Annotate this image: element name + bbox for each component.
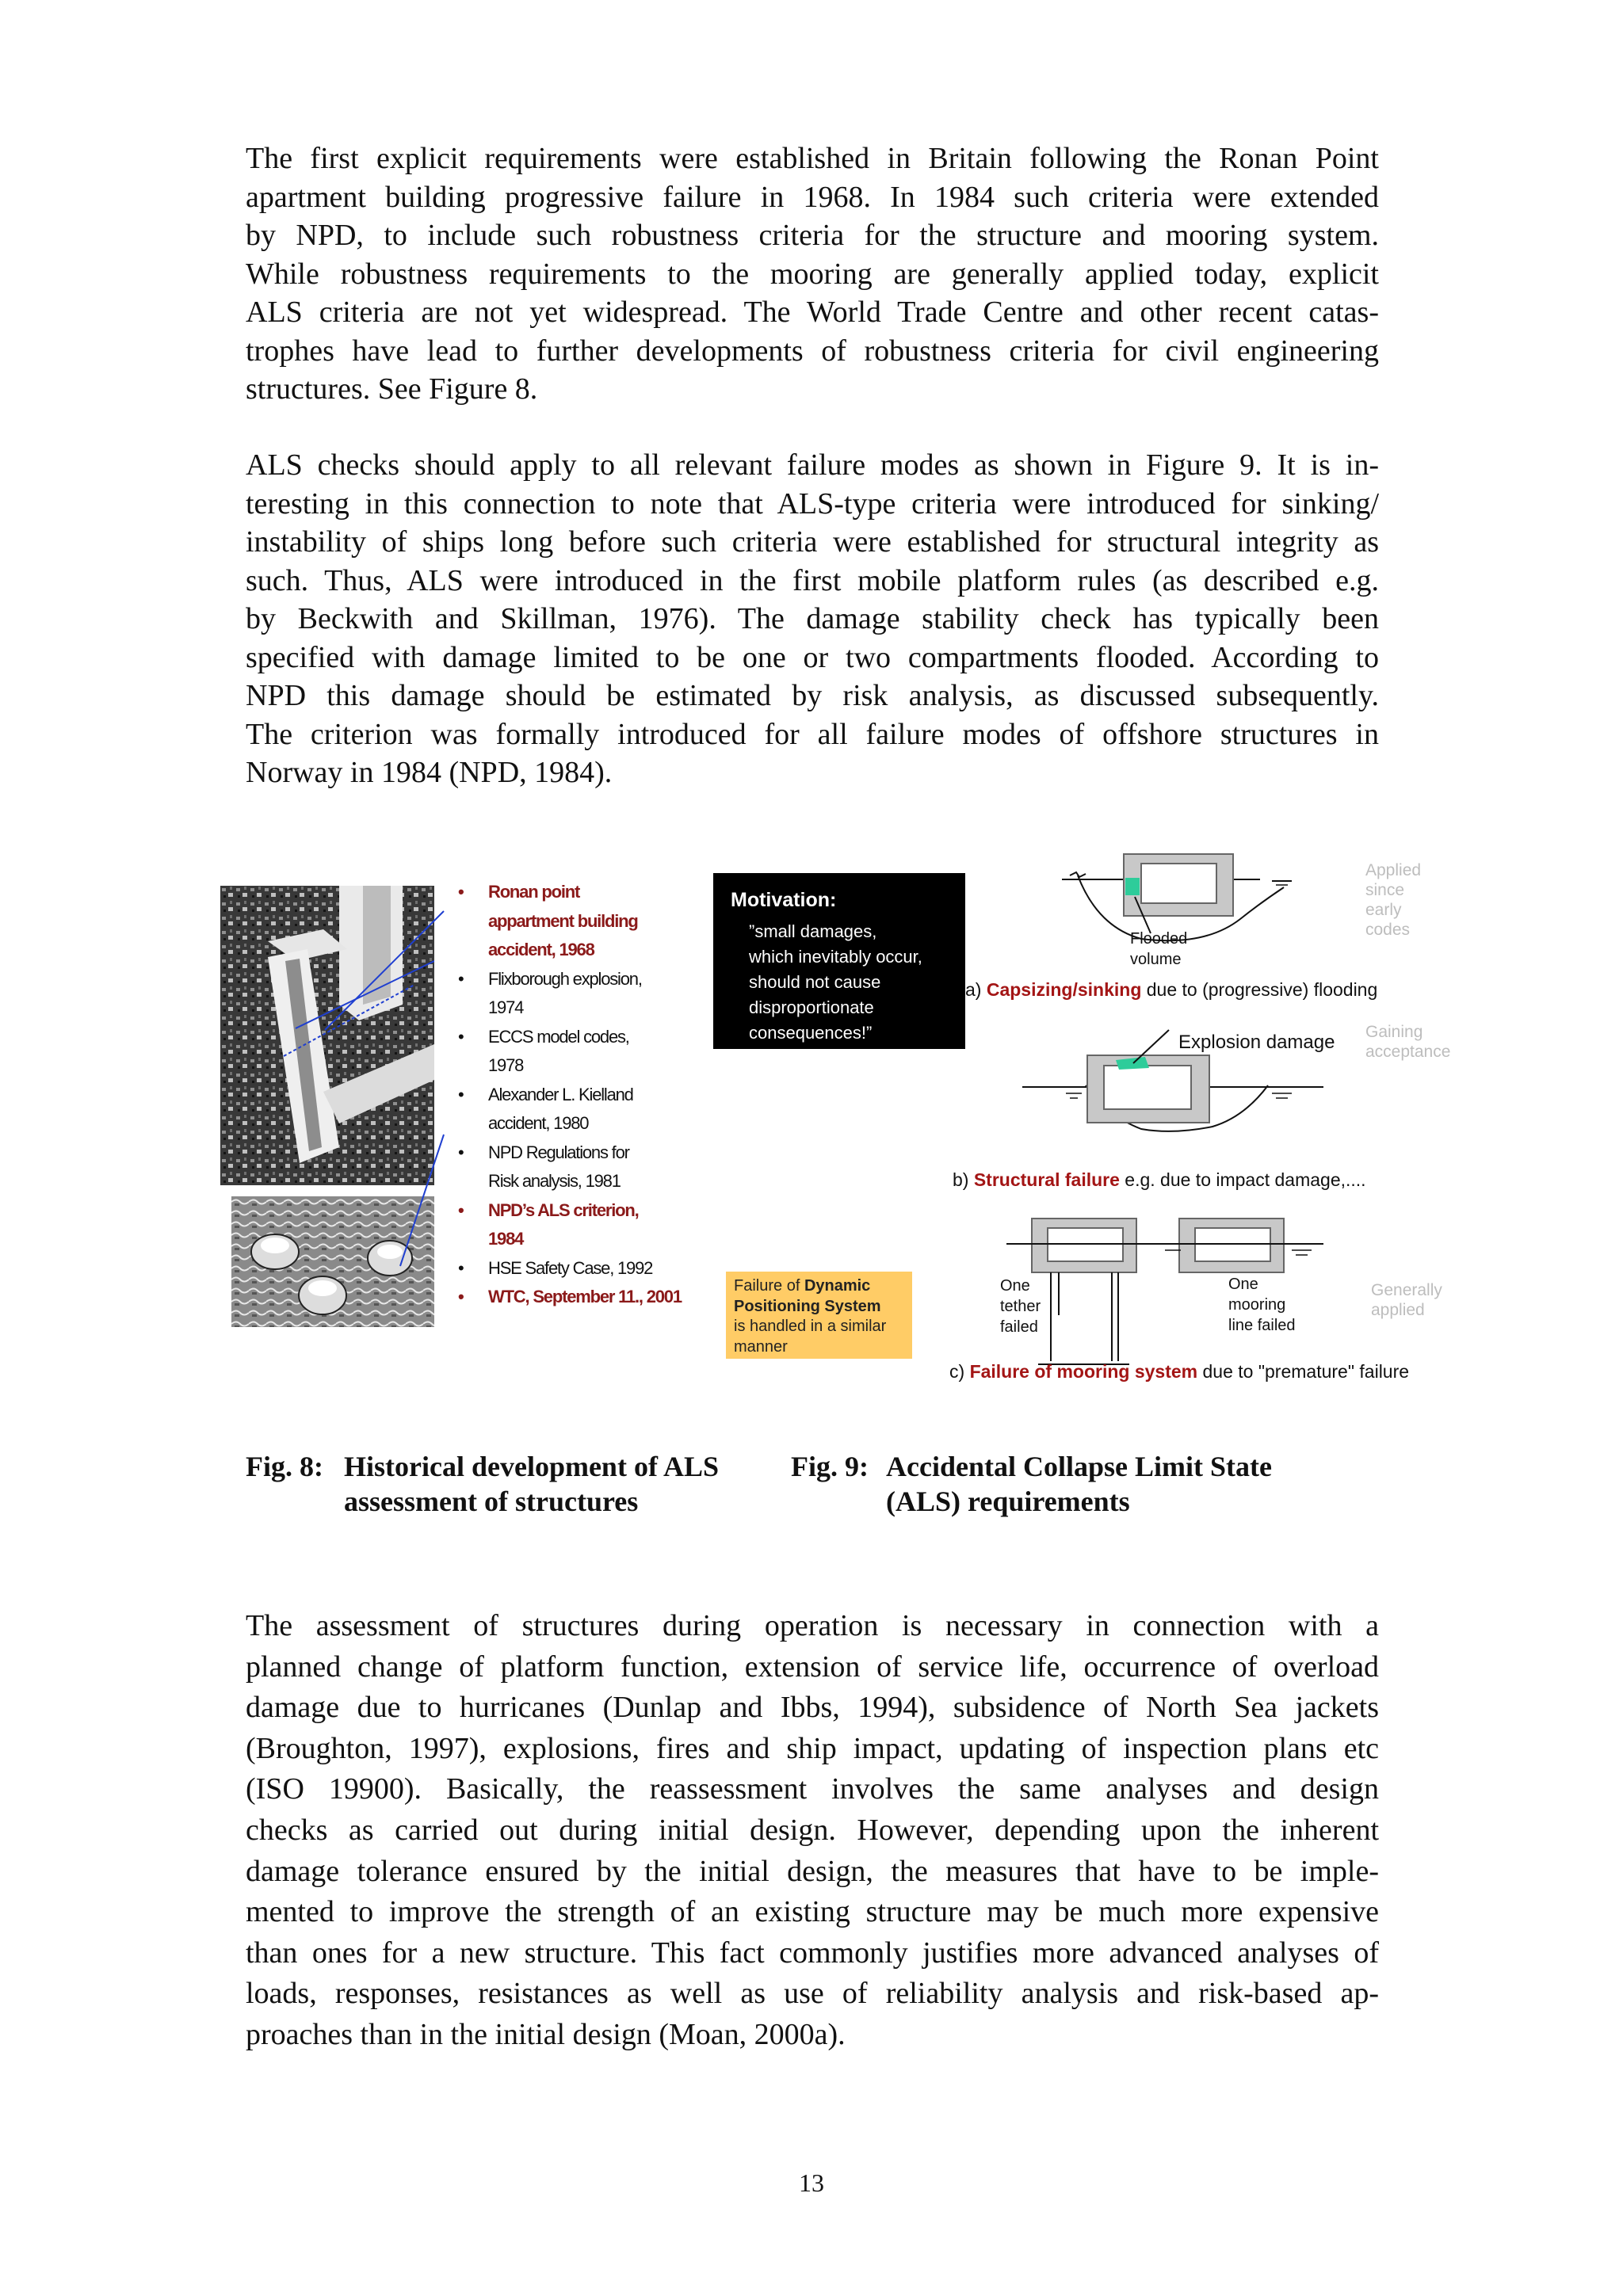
dynamic-positioning-note	[726, 1272, 912, 1359]
diagram-a-flooding	[1062, 854, 1292, 940]
text-line: checks as carried out during initial design. However, depending upon the inherent	[246, 1813, 1379, 1847]
text-line: trophes have lead to further developments of robustness criteria for civil engineering	[246, 334, 1379, 368]
caption-rest: e.g. due to impact damage,....	[1119, 1169, 1366, 1190]
fig9-caption	[791, 1449, 1361, 1520]
paragraph-2	[246, 446, 1379, 792]
timeline-item-line: • Ronan point	[488, 882, 580, 902]
timeline-item-line: 1984	[488, 1229, 524, 1249]
timeline-list	[458, 878, 720, 1312]
dp-note-text: is handled in a similar	[734, 1318, 887, 1335]
label-line: Flooded	[1130, 930, 1188, 948]
status-line: since	[1365, 881, 1405, 899]
caption-bold: Capsizing/sinking	[986, 979, 1142, 1000]
dp-note-prefix: Failure of	[734, 1277, 804, 1295]
text-line: damage due to hurricanes (Dunlap and Ibbs, 1994), subsidence of North Sea jackets	[246, 1691, 1379, 1725]
status-line: early	[1365, 901, 1402, 919]
caption-line: (ALS) requirements	[886, 1486, 1130, 1517]
label-line: line failed	[1228, 1317, 1296, 1334]
caption-rest: due to (progressive) flooding	[1141, 979, 1378, 1000]
text-line: ALS criteria are not yet widespread. The World Trade Centre and other recent catas-	[246, 296, 1379, 329]
mooring-failed-label	[1228, 1274, 1296, 1336]
caption-rest: due to "premature" failure	[1197, 1361, 1410, 1382]
text-line: apartment building progressive failure in 1968. In 1984 such criteria were extended	[246, 180, 1379, 214]
figure-number: Fig. 8:	[246, 1451, 323, 1482]
label-line: One	[1228, 1276, 1258, 1293]
label-line: mooring	[1228, 1296, 1286, 1314]
label-line: tether	[1000, 1298, 1041, 1315]
caption-b	[953, 1169, 1366, 1191]
quote-line: consequences!”	[749, 1023, 873, 1043]
text-line: NPD this damage should be estimated by risk analysis, as discussed subsequently.	[246, 679, 1379, 712]
timeline-item	[458, 1081, 720, 1138]
timeline-item	[458, 1283, 720, 1312]
figure-caption-text	[344, 1449, 719, 1519]
timeline-item-line: • WTC, September 11., 2001	[488, 1287, 682, 1306]
caption-prefix: a)	[965, 979, 987, 1000]
dp-note-bold: Positioning System	[734, 1297, 881, 1315]
caption-c	[949, 1361, 1409, 1383]
timeline-item-line: 1978	[488, 1055, 524, 1075]
text-line: by Beckwith and Skillman, 1976). The damage stability check has typically been	[246, 602, 1379, 635]
caption-line: Accidental Collapse Limit State	[886, 1451, 1272, 1482]
quote-line: should not cause	[749, 972, 881, 992]
status-c	[1371, 1280, 1442, 1320]
status-b	[1365, 1022, 1450, 1062]
timeline-item-line: Risk analysis, 1981	[488, 1171, 621, 1191]
timeline-item	[458, 1254, 720, 1283]
page-number: 13	[799, 2168, 824, 2197]
caption-line: assessment of structures	[344, 1486, 639, 1517]
text-line: damage tolerance ensured by the initial design, the measures that have to be imple-	[246, 1854, 1379, 1888]
text-line: Norway in 1984 (NPD, 1984).	[246, 756, 613, 789]
timeline-item	[458, 965, 720, 1023]
status-line: Generally	[1371, 1281, 1442, 1299]
dp-note-bold: Dynamic	[804, 1277, 871, 1295]
motivation-title: Motivation:	[731, 889, 837, 911]
fig8-caption	[246, 1449, 753, 1520]
motivation-box	[713, 873, 965, 1049]
figure-caption-text	[886, 1449, 1272, 1519]
status-line: Gaining	[1365, 1023, 1423, 1041]
quote-line: disproportionate	[749, 997, 874, 1017]
text-line: loads, responses, resistances as well as use of reliability analysis and risk-based ap-	[246, 1977, 1379, 2011]
caption-line: Historical development of ALS	[344, 1451, 719, 1482]
caption-prefix: b)	[953, 1169, 974, 1190]
timeline-item-line: accident, 1980	[488, 1113, 589, 1133]
caption-a	[965, 979, 1377, 1001]
timeline-item-line: accident, 1968	[488, 940, 594, 959]
timeline-item	[458, 1138, 720, 1196]
text-line: by NPD, to include such robustness criteria for the structure and mooring system.	[246, 219, 1379, 252]
timeline-item-line: • ECCS model codes,	[488, 1026, 629, 1047]
ronan-point-photo	[220, 886, 434, 1185]
text-line: such. Thus, ALS were introduced in the first mobile platform rules (as described e.g.	[246, 563, 1379, 597]
text-line: ALS checks should apply to all relevant failure modes as shown in Figure 9. It is in-	[246, 448, 1379, 482]
label-line: volume	[1130, 951, 1182, 968]
status-line: codes	[1365, 921, 1411, 939]
timeline-item	[458, 1196, 720, 1254]
tether-failed-label	[1000, 1276, 1041, 1337]
caption-bold: Structural failure	[973, 1169, 1120, 1190]
flooded-volume-label	[1130, 929, 1187, 970]
kielland-photo	[231, 1196, 434, 1327]
text-line: specified with damage limited to be one or two compartments flooded. According to	[246, 640, 1379, 674]
text-line: While robustness requirements to the mooring are generally applied today, explicit	[246, 257, 1379, 291]
text-line: The assessment of structures during operation is necessary in connection with a	[246, 1609, 1379, 1642]
timeline-item-line: 1974	[488, 997, 524, 1017]
text-line: instability of ships long before such criteria were established for structural integrity as	[246, 525, 1379, 559]
status-line: applied	[1371, 1301, 1425, 1319]
caption-bold: Failure of mooring system	[969, 1361, 1198, 1382]
text-line: The first explicit requirements were established in Britain following the Ronan Point	[246, 142, 1379, 175]
timeline-item	[458, 878, 720, 965]
caption-prefix: c)	[949, 1361, 970, 1382]
timeline-item-line: • Flixborough explosion,	[488, 968, 642, 989]
timeline-item	[458, 1023, 720, 1081]
text-line: teresting in this connection to note that ALS-type criteria were introduced for sinking/	[246, 486, 1379, 521]
explosion-damage-label: Explosion damage	[1178, 1032, 1335, 1053]
timeline-item-line: • NPD Regulations for	[488, 1142, 629, 1162]
label-line: failed	[1000, 1318, 1038, 1336]
text-line: structures. See Figure 8.	[246, 372, 538, 406]
figure-number: Fig. 9:	[791, 1451, 869, 1482]
text-line: (Broughton, 1997), explosions, fires and ship impact, updating of inspection plans etc	[246, 1731, 1379, 1765]
dp-note-text: manner	[734, 1337, 788, 1356]
label-line: One	[1000, 1277, 1030, 1295]
status-line: acceptance	[1365, 1043, 1451, 1061]
text-line: mented to improve the strength of an existing structure may be much more expensive	[246, 1895, 1379, 1929]
text-line: proaches than in the initial design (Moan, 2000a).	[246, 2017, 846, 2051]
text-line: than ones for a new structure. This fact commonly justifies more advanced analyses of	[246, 1936, 1379, 1970]
status-line: Applied	[1365, 861, 1422, 879]
paragraph-3	[246, 1606, 1379, 2056]
text-line: The criterion was formally introduced for all failure modes of offshore structures in	[246, 717, 1379, 751]
quote-line: which inevitably occur,	[749, 947, 922, 967]
timeline-item-line: appartment building	[488, 910, 638, 931]
text-line: planned change of platform function, extension of service life, occurrence of overload	[246, 1650, 1379, 1684]
quote-line: ”small damages,	[749, 921, 877, 941]
status-a	[1365, 860, 1421, 940]
text-line: (ISO 19900). Basically, the reassessment involves the same analyses and design	[246, 1772, 1379, 1806]
timeline-item-line: • HSE Safety Case, 1992	[488, 1257, 653, 1278]
paragraph-1	[246, 139, 1379, 409]
motivation-quote	[749, 919, 963, 1046]
timeline-item-line: • NPD’s ALS criterion,	[488, 1199, 639, 1220]
timeline-item-line: • Alexander L. Kielland	[488, 1084, 633, 1104]
